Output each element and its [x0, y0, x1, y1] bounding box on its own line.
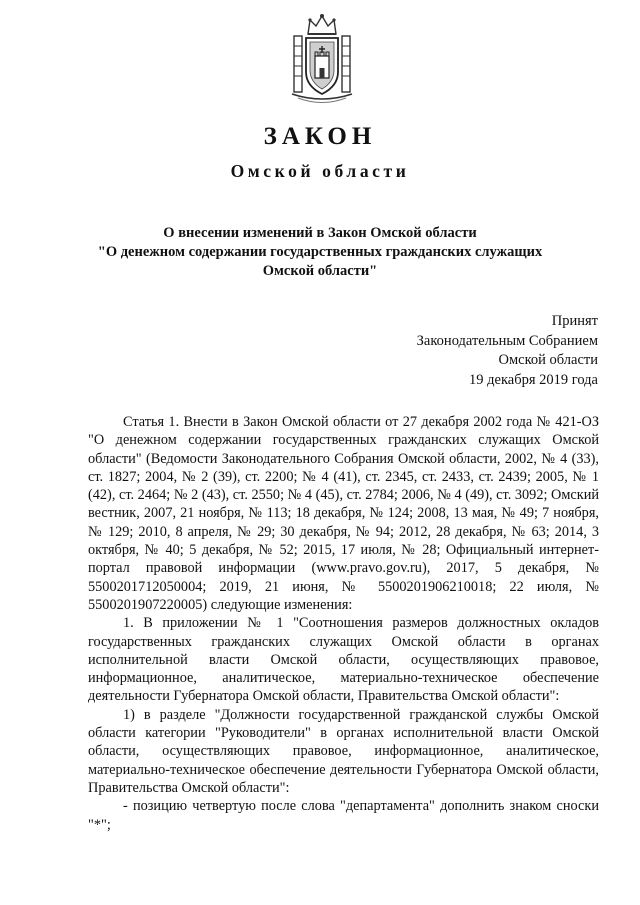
adoption-date: 19 декабря 2019 года	[469, 371, 598, 388]
coat-of-arms-icon	[290, 12, 354, 104]
law-body	[88, 413, 599, 834]
region-subtitle: Омской области	[230, 161, 410, 181]
bullet-paragraph: - позицию четвертую после слова "департамента" дополнить знаком сноски "*";	[88, 798, 599, 833]
law-heading-line: "О денежном содержании государственных гражданских служащих	[97, 244, 543, 260]
item-1-paragraph: 1. В приложении № 1 "Соотношения размеров должностных окладов государственных гражданских служащих Омской области в органах исполнительной власти Омской области, осуществляющих правовое, информационное, аналитическое, материально-техническое обеспечение деятельности Губернатора Омской области, Правительства Омской области":	[88, 615, 599, 705]
document-type-title: ЗАКОН	[263, 123, 377, 150]
adoption-block	[417, 312, 598, 390]
subitem-1-paragraph: 1) в разделе "Должности государственной гражданской службы Омской области категории "Руководители" в органах исполнительной власти Омской области, осуществляющих правовое, информационное, аналитическое, материально-техническое обеспечение деятельности Губернатора Омской области, Правительства Омской области":	[88, 706, 599, 796]
article-1-paragraph: Статья 1. Внести в Закон Омской области от 27 декабря 2002 года № 421-ОЗ "О денежном содержании государственных гражданских служащих Омской области" (Ведомости Законодательного Собрания Омской области, 2002, № 4 (33), ст. 1827; 2004, № 2 (39), ст. 2200; № 4 (41), ст. 2345, ст. 2433, ст. 2439; 2005, № 1 (42), ст. 2464; № 2 (43), ст. 2550; № 4 (45), ст. 2784; 2006, № 4 (49), ст. 3092; Омский вестник, 2007, 21 ноября, № 113; 18 декабря, № 124; 2008, 13 мая, № 49; 7 ноября, № 129; 2010, 8 апреля, № 29; 30 декабря, № 94; 2012, 28 декабря, № 63; 2014, 3 октября, № 40; 5 декабря, № 52; 2015, 17 июля, № 28; Официальный интернет-портал правовой информации (www.pravo.gov.ru), 2017, 5 декабря, № 5500201712050004; 2019, 21 июня, № 5500201906210018; 22 июля, № 5500201907220005) следующие изменения:	[88, 414, 599, 613]
adoption-line: Омской области	[498, 352, 598, 368]
adoption-line: Законодательным Собранием	[416, 332, 598, 349]
law-heading-line: О внесении изменений в Закон Омской области	[163, 225, 477, 241]
law-heading-line: Омской области"	[262, 263, 378, 279]
adoption-line: Принят	[551, 313, 598, 329]
law-heading	[60, 224, 580, 281]
